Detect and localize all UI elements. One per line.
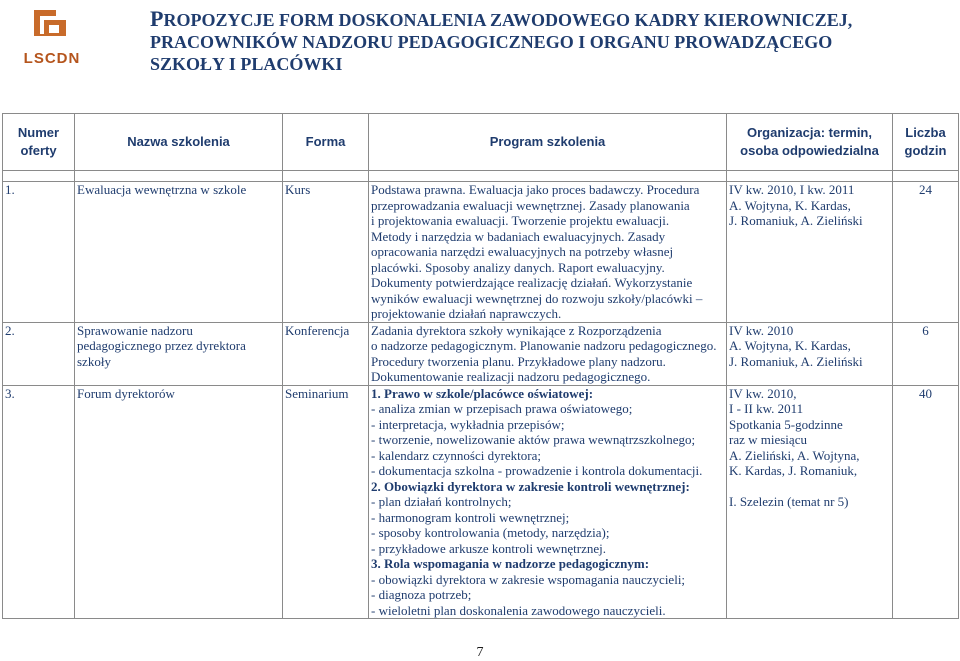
program-line: - obowiązki dyrektora w zakresie wspomagania nauczycieli;	[371, 571, 686, 587]
program-line: - wieloletni plan doskonalenia zawodowego nauczycieli.	[371, 602, 666, 618]
program-line: placówki. Sposoby analizy danych. Raport ewaluacyjny.	[371, 259, 665, 275]
program-heading: 1. Prawo w szkole/placówce oświatowej:	[371, 385, 594, 401]
row-form: Kurs	[283, 182, 369, 323]
program-line: Metody i narzędzia w badaniach ewaluacyjnych. Zasady	[371, 228, 666, 244]
org-line: Spotkania 5-godzinne	[729, 416, 843, 432]
program-line: - sposoby kontrolowania (metody, narzędzia);	[371, 525, 610, 540]
table-row	[3, 385, 959, 619]
title-line3: SZKOŁY I PLACÓWKI	[150, 54, 343, 74]
program-line: Procedury tworzenia planu. Przykładowe plany nadzoru.	[371, 353, 666, 369]
logo-text: LSCDN	[23, 50, 81, 67]
row-program	[369, 385, 727, 619]
org-line: A. Wojtyna, K. Kardas,	[729, 197, 851, 213]
table-header-row	[3, 114, 959, 171]
program-line: - plan działań kontrolnych;	[371, 494, 512, 509]
page-number: 7	[476, 645, 484, 660]
program-line: Zadania dyrektora szkoły wynikające z Rozporządzenia	[371, 322, 662, 338]
org-line: raz w miesiącu	[729, 432, 807, 447]
header-name: Nazwa szkolenia	[75, 114, 283, 171]
row-hours: 24	[893, 182, 959, 323]
program-line: projektowanie działań naprawczych.	[371, 306, 562, 321]
org-line: J. Romaniuk, A. Zieliński	[729, 213, 863, 228]
program-line: Dokumentowanie realizacji nadzoru pedagogicznego.	[371, 369, 651, 384]
org-line: A. Wojtyna, K. Kardas,	[729, 338, 851, 353]
title-line1: ROPOZYCJE FORM DOSKONALENIA ZAWODOWEGO KADRY KIEROWNICZEJ,	[163, 10, 853, 30]
program-line: Podstawa prawna. Ewaluacja jako proces badawczy. Procedura	[371, 182, 700, 197]
row-hours: 6	[893, 322, 959, 385]
header-hours: Liczba godzin	[893, 114, 959, 171]
row-org	[727, 322, 893, 385]
program-line: - tworzenie, nowelizowanie aktów prawa wewnątrzszkolnego;	[371, 432, 696, 447]
row-num: 2.	[3, 322, 75, 385]
row-name: Sprawowanie nadzoru pedagogicznego przez dyrektora szkoły	[75, 322, 283, 385]
org-line: A. Zieliński, A. Wojtyna,	[729, 447, 860, 463]
program-heading: 3. Rola wspomagania w nadzorze pedagogicznym:	[371, 556, 650, 571]
program-line: - dokumentacja szkolna - prowadzenie i kontrola dokumentacji.	[371, 463, 703, 478]
program-line: - harmonogram kontroli wewnętrznej;	[371, 509, 570, 525]
org-line: J. Romaniuk, A. Zieliński	[729, 353, 863, 369]
page-title	[150, 8, 940, 75]
title-line1-cap: P	[150, 6, 164, 31]
org-line: IV kw. 2010	[729, 322, 794, 338]
org-line: K. Kardas, J. Romaniuk,	[729, 463, 858, 478]
row-name: Ewaluacja wewnętrzna w szkole	[75, 182, 283, 323]
header-num: Numer oferty	[3, 114, 75, 171]
header-form: Forma	[283, 114, 369, 171]
spacer-row	[3, 171, 959, 182]
training-offers-table	[2, 113, 959, 619]
row-program	[369, 322, 727, 385]
row-program	[369, 182, 727, 323]
program-line: wyników ewaluacji wewnętrznej do rozwoju szkoły/placówki –	[371, 290, 703, 306]
row-form: Konferencja	[283, 322, 369, 385]
program-line: opracowania narzędzi ewaluacyjnych na potrzeby własnej	[371, 244, 674, 259]
org-line: IV kw. 2010, I kw. 2011	[729, 182, 855, 197]
table-row	[3, 322, 959, 385]
row-num: 3.	[3, 385, 75, 619]
row-org	[727, 385, 893, 619]
program-line: o nadzorze pedagogicznym. Planowanie nadzoru pedagogicznego.	[371, 338, 717, 353]
row-hours: 40	[893, 385, 959, 619]
program-line: Dokumenty potwierdzające realizację działań. Wykorzystanie	[371, 275, 693, 290]
row-org	[727, 182, 893, 323]
header-org: Organizacja: termin, osoba odpowiedzialna	[727, 114, 893, 171]
org-line: I. Szelezin (temat nr 5)	[729, 494, 849, 509]
program-line: przeprowadzania ewaluacji wewnętrznej. Zasady planowania	[371, 197, 690, 213]
title-line2: PRACOWNIKÓW NADZORU PEDAGOGICZNEGO I ORGANU PROWADZĄCEGO	[150, 32, 833, 52]
header-program: Program szkolenia	[369, 114, 727, 171]
program-line: i projektowania ewaluacji. Tworzenie projektu ewaluacji.	[371, 213, 670, 228]
row-form: Seminarium	[283, 385, 369, 619]
org-line: I - II kw. 2011	[729, 401, 804, 416]
program-line: - analiza zmian w przepisach prawa oświatowego;	[371, 401, 633, 416]
program-line: - diagnoza potrzeb;	[371, 587, 472, 602]
row-num: 1.	[3, 182, 75, 323]
program-line: - kalendarz czynności dyrektora;	[371, 447, 542, 463]
program-line: - interpretacja, wykładnia przepisów;	[371, 416, 565, 432]
org-spacer	[729, 479, 890, 495]
org-line: IV kw. 2010,	[729, 385, 797, 401]
table-row	[3, 182, 959, 323]
program-line: - przykładowe arkusze kontroli wewnętrznej.	[371, 540, 606, 556]
row-name: Forum dyrektorów	[75, 385, 283, 619]
program-heading: 2. Obowiązki dyrektora w zakresie kontroli wewnętrznej:	[371, 478, 690, 494]
